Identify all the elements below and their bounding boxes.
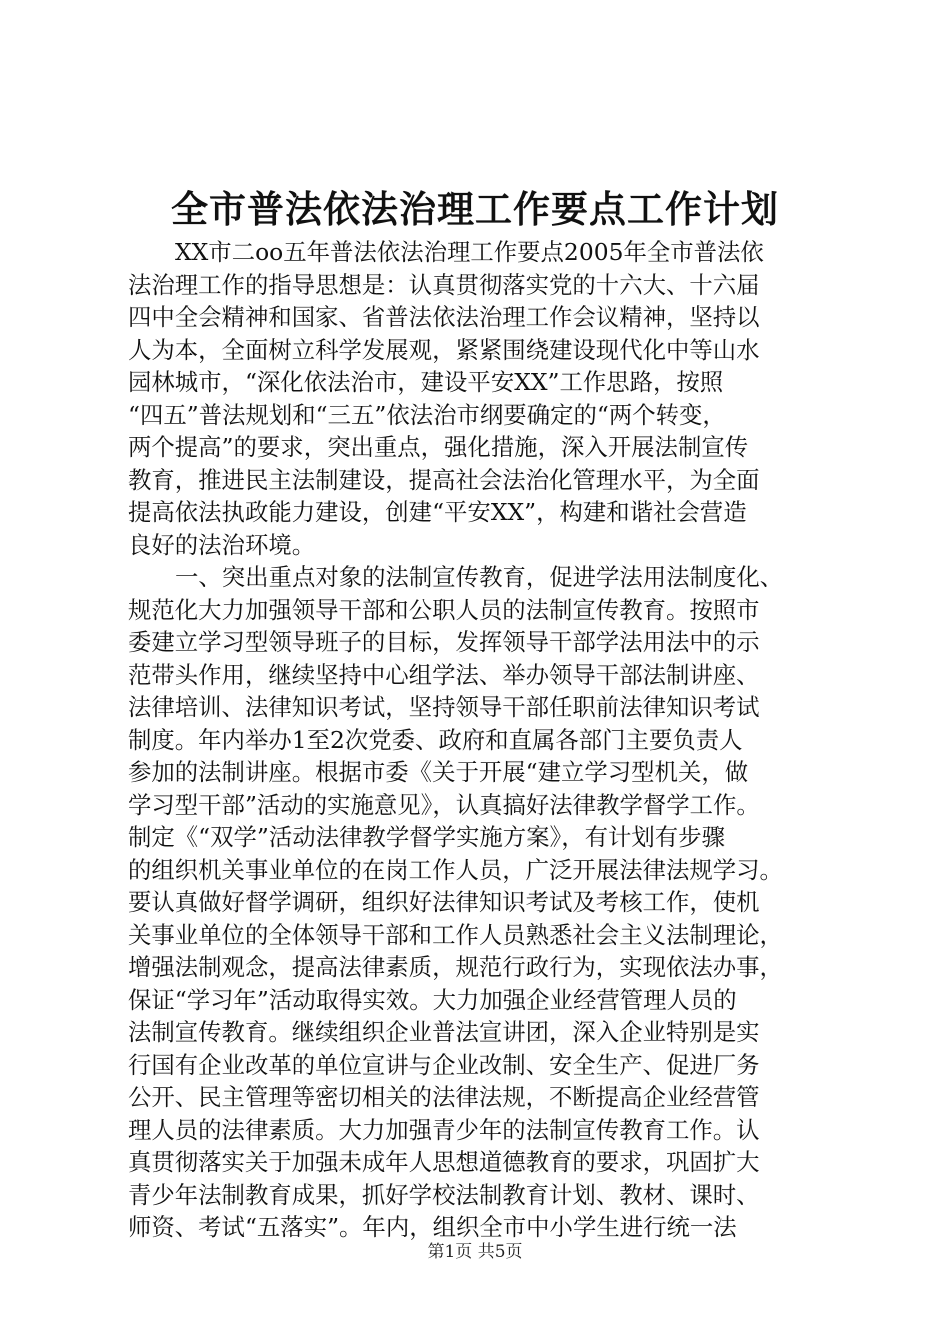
body-line: 园林城市，“深化依法治市，建设平安XX”工作思路，按照 bbox=[128, 368, 724, 396]
body-line: 的组织机关事业单位的在岗工作人员，广泛开展法律法规学习。 bbox=[128, 855, 783, 884]
body-line: 法治理工作的指导思想是：认真贯彻落实党的十六大、十六届 bbox=[128, 270, 760, 299]
body-line: 关事业单位的全体领导干部和工作人员熟悉社会主义法制理论， bbox=[128, 920, 783, 949]
body-line: 增强法制观念，提高法律素质，规范行政行为，实现依法办事， bbox=[128, 953, 783, 981]
body-line: 一、突出重点对象的法制宣传教育，促进学法用法制度化、 bbox=[175, 563, 784, 591]
body-line: 理人员的法律素质。大力加强青少年的法制宣传教育工作。认 bbox=[128, 1115, 760, 1144]
body-line: 两个提高”的要求，突出重点，强化措施，深入开展法制宣传 bbox=[128, 433, 749, 461]
body-line: 要认真做好督学调研，组织好法律知识考试及考核工作，使机 bbox=[128, 888, 760, 916]
body-line: 法制宣传教育。继续组织企业普法宣讲团，深入企业特别是实 bbox=[128, 1018, 760, 1046]
body-line: 四中全会精神和国家、省普法依法治理工作会议精神，坚持以 bbox=[128, 303, 760, 331]
body-line: 法律培训、法律知识考试，坚持领导干部任职前法律知识考试 bbox=[128, 693, 760, 721]
body-line: 师资、考试“五落实”。年内，组织全市中小学生进行统一法 bbox=[128, 1213, 737, 1241]
body-line: 保证“学习年”活动取得实效。大力加强企业经营管理人员的 bbox=[128, 985, 737, 1014]
document-title: 全市普法依法治理工作要点工作计划 bbox=[171, 187, 779, 231]
body-line: 规范化大力加强领导干部和公职人员的法制宣传教育。按照市 bbox=[128, 595, 760, 624]
body-line: 良好的法治环境。 bbox=[128, 530, 316, 559]
body-line: XX市二oo五年普法依法治理工作要点2005年全市普法依 bbox=[175, 238, 764, 266]
body-line: 制度。年内举办1至2次党委、政府和直属各部门主要负责人 bbox=[128, 725, 743, 754]
body-line: 参加的法制讲座。根据市委《关于开展“建立学习型机关，做 bbox=[128, 758, 749, 786]
body-line: 范带头作用，继续坚持中心组学法、举办领导干部法制讲座、 bbox=[128, 660, 760, 689]
body-line: 制定《“双学”活动法律教学督学实施方案》，有计划有步骤 bbox=[128, 823, 725, 851]
body-line: 青少年法制教育成果，抓好学校法制教育计划、教材、课时、 bbox=[128, 1180, 760, 1209]
body-line: 学习型干部”活动的实施意见》，认真搞好法律教学督学工作。 bbox=[128, 790, 760, 819]
body-line: 委建立学习型领导班子的目标，发挥领导干部学法用法中的示 bbox=[128, 628, 760, 656]
body-line: 提高依法执政能力建设，创建“平安XX”，构建和谐社会营造 bbox=[128, 498, 747, 526]
body-line: 人为本，全面树立科学发展观，紧紧围绕建设现代化中等山水 bbox=[128, 335, 760, 364]
document-body bbox=[128, 236, 838, 1244]
body-line: 真贯彻落实关于加强未成年人思想道德教育的要求，巩固扩大 bbox=[128, 1148, 760, 1176]
body-line: “四五”普法规划和“三五”依法治市纲要确定的“两个转变， bbox=[128, 400, 726, 429]
page-footer: 第1页 共5页 bbox=[427, 1242, 523, 1262]
body-line: 公开、民主管理等密切相关的法律法规，不断提高企业经营管 bbox=[128, 1083, 760, 1111]
body-line: 教育，推进民主法制建设，提高社会法治化管理水平，为全面 bbox=[128, 465, 760, 494]
body-line: 行国有企业改革的单位宣讲与企业改制、安全生产、促进厂务 bbox=[128, 1050, 760, 1079]
